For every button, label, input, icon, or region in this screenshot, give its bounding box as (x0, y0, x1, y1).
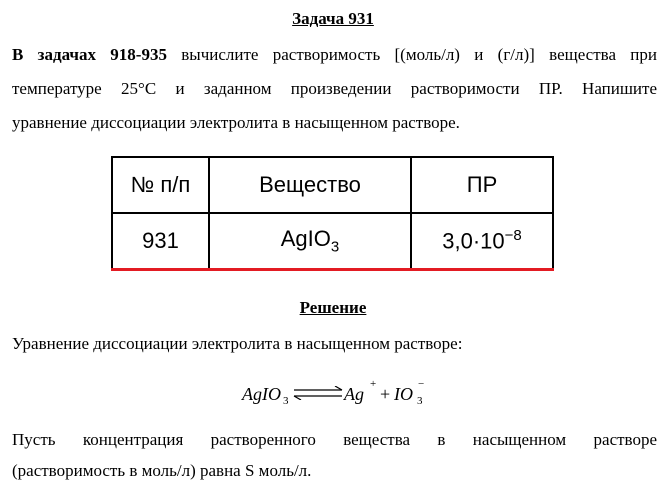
solution-heading: Решение (299, 298, 367, 317)
intro-bold: В задачах 918-935 (12, 45, 167, 64)
eq-left: AgIO (242, 384, 281, 404)
table-row (112, 213, 553, 269)
eq-anion: IO (394, 384, 413, 404)
eq-anion-sub: 3 (417, 395, 423, 407)
cell-substance (209, 213, 411, 269)
intro-line-1 (12, 45, 657, 65)
dissociation-equation (242, 378, 442, 410)
substance-subscript: 3 (330, 238, 340, 256)
eq-plus: + (380, 384, 391, 404)
equilibrium-arrows-icon (293, 386, 343, 400)
text-line-2: (растворимость в моль/л) равна S моль/л. (12, 461, 312, 480)
eq-cation-charge: + (370, 378, 377, 390)
pr-base: 3,0·10 (442, 228, 505, 254)
eq-anion-charge: − (418, 378, 425, 390)
equation-label: Уравнение диссоциации электролита в насыщенном растворе: (12, 334, 463, 353)
eq-left-sub: 3 (283, 395, 289, 407)
problem-title: Задача 931 (292, 9, 374, 28)
cell-pr (411, 213, 553, 269)
red-underline (111, 268, 554, 271)
pr-exponent: −8 (504, 227, 522, 245)
header-pr: ПР (411, 157, 553, 213)
text-line-1: Пусть концентрация растворенного вещества в насыщенном растворе (12, 430, 657, 449)
data-table (111, 156, 554, 269)
substance-formula: AgIO (280, 226, 331, 252)
intro-line-3: уравнение диссоциации электролита в насыщенном растворе. (12, 113, 460, 132)
cell-number: 931 (112, 213, 209, 269)
intro-line-2: температуре 25°С и заданном произведении растворимости ПР. Напишите (12, 79, 657, 98)
table-header-row (112, 157, 553, 213)
eq-cation: Ag (344, 384, 364, 404)
intro-line-1-text: вычислите растворимость [(моль/л) и (г/л)] вещества при (166, 45, 657, 64)
header-number: № п/п (112, 157, 209, 213)
header-substance: Вещество (209, 157, 411, 213)
